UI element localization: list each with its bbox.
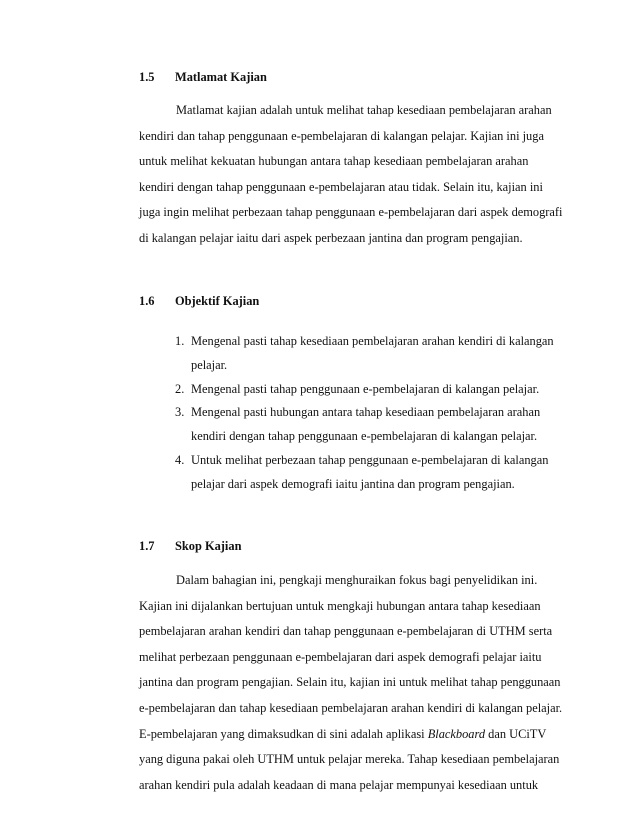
list-item-line: Untuk melihat perbezaan tahap penggunaan e-pembelajaran di kalangan — [191, 452, 549, 467]
paragraph-matlamat — [139, 98, 563, 252]
paragraph-line: yang diguna pakai oleh UTHM untuk pelajar mereka. Tahap kesediaan pembelajaran — [139, 752, 560, 767]
paragraph-line: Dalam bahagian ini, pengkaji menghuraikan fokus bagi penyelidikan ini. — [176, 573, 538, 587]
paragraph-skop — [139, 568, 563, 798]
list-item-line: pelajar dari aspek demografi iaitu jantina dan program pengajian. — [191, 476, 515, 491]
paragraph-line: Kajian ini dijalankan bertujuan untuk mengkaji hubungan antara tahap kesediaan — [139, 598, 541, 613]
list-number: 4. — [175, 452, 185, 467]
section-number: 1.5 — [139, 70, 155, 84]
section-title: Skop Kajian — [175, 539, 242, 553]
list-item-line: Mengenal pasti tahap kesediaan pembelajaran arahan kendiri di kalangan — [191, 334, 554, 348]
paragraph-line: Matlamat kajian adalah untuk melihat tahap kesediaan pembelajaran arahan — [176, 103, 552, 117]
section-title: Objektif Kajian — [175, 294, 260, 308]
section-title: Matlamat Kajian — [175, 70, 267, 84]
paragraph-line: juga ingin melihat perbezaan tahap penggunaan e-pembelajaran dari aspek demografi — [139, 205, 563, 220]
paragraph-line: untuk melihat kekuatan hubungan antara tahap kesediaan pembelajaran arahan — [139, 154, 529, 169]
paragraph-line: kendiri dengan tahap penggunaan e-pembelajaran atau tidak. Selain itu, kajian ini — [139, 179, 543, 194]
list-number: 2. — [175, 381, 185, 396]
paragraph-line: kendiri dan tahap penggunaan e-pembelajaran di kalangan pelajar. Kajian ini juga — [139, 128, 544, 143]
list-item-line: Mengenal pasti tahap penggunaan e-pembelajaran di kalangan pelajar. — [191, 381, 540, 396]
section-number: 1.7 — [139, 539, 155, 553]
list-number: 3. — [175, 405, 185, 420]
section-heading-1-7 — [139, 538, 241, 554]
list-item — [175, 330, 554, 378]
list-number: 1. — [175, 334, 185, 348]
italic-term: Blackboard — [427, 726, 486, 741]
list-item-line: Mengenal pasti hubungan antara tahap kesediaan pembelajaran arahan — [191, 405, 541, 420]
paragraph-line: e-pembelajaran dan tahap kesediaan pembelajaran arahan kendiri di kalangan pelajar. — [139, 700, 563, 715]
paragraph-line — [139, 722, 547, 748]
list-item-line: kendiri dengan tahap penggunaan e-pembelajaran di kalangan pelajar. — [191, 429, 538, 444]
list-item — [175, 449, 549, 497]
section-heading-1-6 — [139, 293, 259, 309]
section-heading-1-5 — [139, 69, 267, 85]
list-item — [175, 401, 545, 449]
section-number: 1.6 — [139, 294, 155, 308]
paragraph-line: melihat perbezaan penggunaan e-pembelajaran dari aspek demografi pelajar iaitu — [139, 649, 542, 664]
objectives-list — [175, 330, 554, 497]
paragraph-line: arahan kendiri pula adalah keadaan di mana pelajar mempunyai kesediaan untuk — [139, 777, 539, 792]
paragraph-line: pembelajaran arahan kendiri dan tahap penggunaan e-pembelajaran di UTHM serta — [139, 624, 553, 639]
list-item — [175, 378, 545, 402]
list-item-line: pelajar. — [191, 357, 228, 372]
paragraph-line: di kalangan pelajar iaitu dari aspek perbezaan jantina dan program pengajian. — [139, 230, 523, 245]
line-segment: dan UCiTV — [485, 726, 547, 741]
line-segment: E-pembelajaran yang dimaksudkan di sini adalah aplikasi — [139, 726, 428, 741]
paragraph-line: jantina dan program pengajian. Selain itu, kajian ini untuk melihat tahap penggunaan — [139, 675, 561, 690]
